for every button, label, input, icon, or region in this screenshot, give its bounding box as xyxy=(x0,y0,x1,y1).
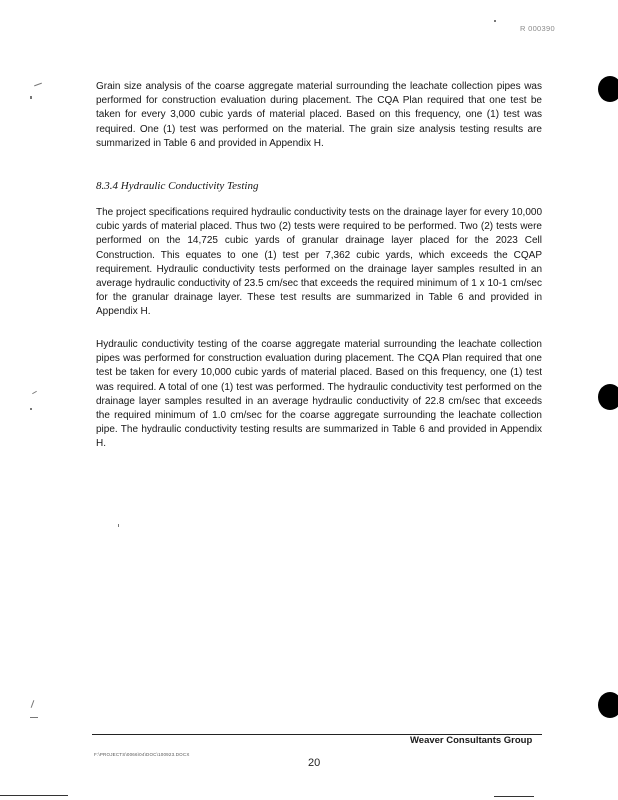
footer-file-path: F:\PROJECTS\0066\04\DOC\100923.DOCX xyxy=(94,752,190,757)
hole-punch-mark xyxy=(598,692,618,718)
paragraph-grain-size-analysis: Grain size analysis of the coarse aggregate material surrounding the leachate collection pipes was performed for construction evaluation during placement. The CQA Plan required that one test be taken for every 3,000 cubic yards of material placed. Based on this frequency, one (1) test was required. One (1) test was performed on the material. The grain size analysis testing results are summarized in Table 6 and provided in Appendix H. xyxy=(96,81,542,149)
footer-company: Weaver Consultants Group xyxy=(410,735,533,746)
scan-edge-line xyxy=(494,796,534,797)
scan-speck xyxy=(31,700,35,708)
scan-edge-line xyxy=(0,795,68,796)
page-id-stamp: R 000390 xyxy=(520,24,555,33)
hole-punch-mark xyxy=(598,384,618,410)
scan-speck xyxy=(30,96,32,99)
paragraph-coarse-aggregate-conductivity: Hydraulic conductivity testing of the coarse aggregate material surrounding the leachate collection pipes was performed for construction evaluation during placement. The CQA Plan required that one test be taken for every 10,000 cubic yards of material placed. Based on this frequency, one (1) test was required. A total of one (1) test was performed. The hydraulic conductivity test performed on the drainage layer samples resulted in an average hydraulic conductivity of 22.8 cm/sec that exceeds the required minimum of 1.0 cm/sec for the coarse aggregate surrounding the leachate collection pipe. The hydraulic conductivity testing results are summarized in Table 6 and provided in Appendix H. xyxy=(96,339,542,450)
scan-speck xyxy=(30,408,32,410)
scan-speck xyxy=(494,20,496,22)
scan-speck xyxy=(34,83,42,87)
scan-speck xyxy=(32,391,37,394)
hole-punch-mark xyxy=(598,76,618,102)
section-heading: 8.3.4 Hydraulic Conductivity Testing xyxy=(96,180,259,192)
scan-speck xyxy=(118,524,119,527)
scan-speck xyxy=(30,717,38,718)
paragraph-drainage-layer-conductivity: The project specifications required hydraulic conductivity tests on the drainage layer for every 10,000 cubic yards of material placed. Thus two (2) tests were required to be performed. Two (2) tests were performed on the 14,725 cubic yards of granular drainage layer placed for the 2023 Cell Construction. This equates to one (1) test per 7,362 cubic yards, which exceeds the CQAP requirement. Hydraulic conductivity tests performed on the drainage layer samples resulted in an average hydraulic conductivity of 23.5 cm/sec that exceeds the required minimum of 1 x 10-1 cm/sec for the granular drainage layer. These test results are summarized in Table 6 and provided in Appendix H. xyxy=(96,207,542,318)
page-number: 20 xyxy=(308,757,321,769)
